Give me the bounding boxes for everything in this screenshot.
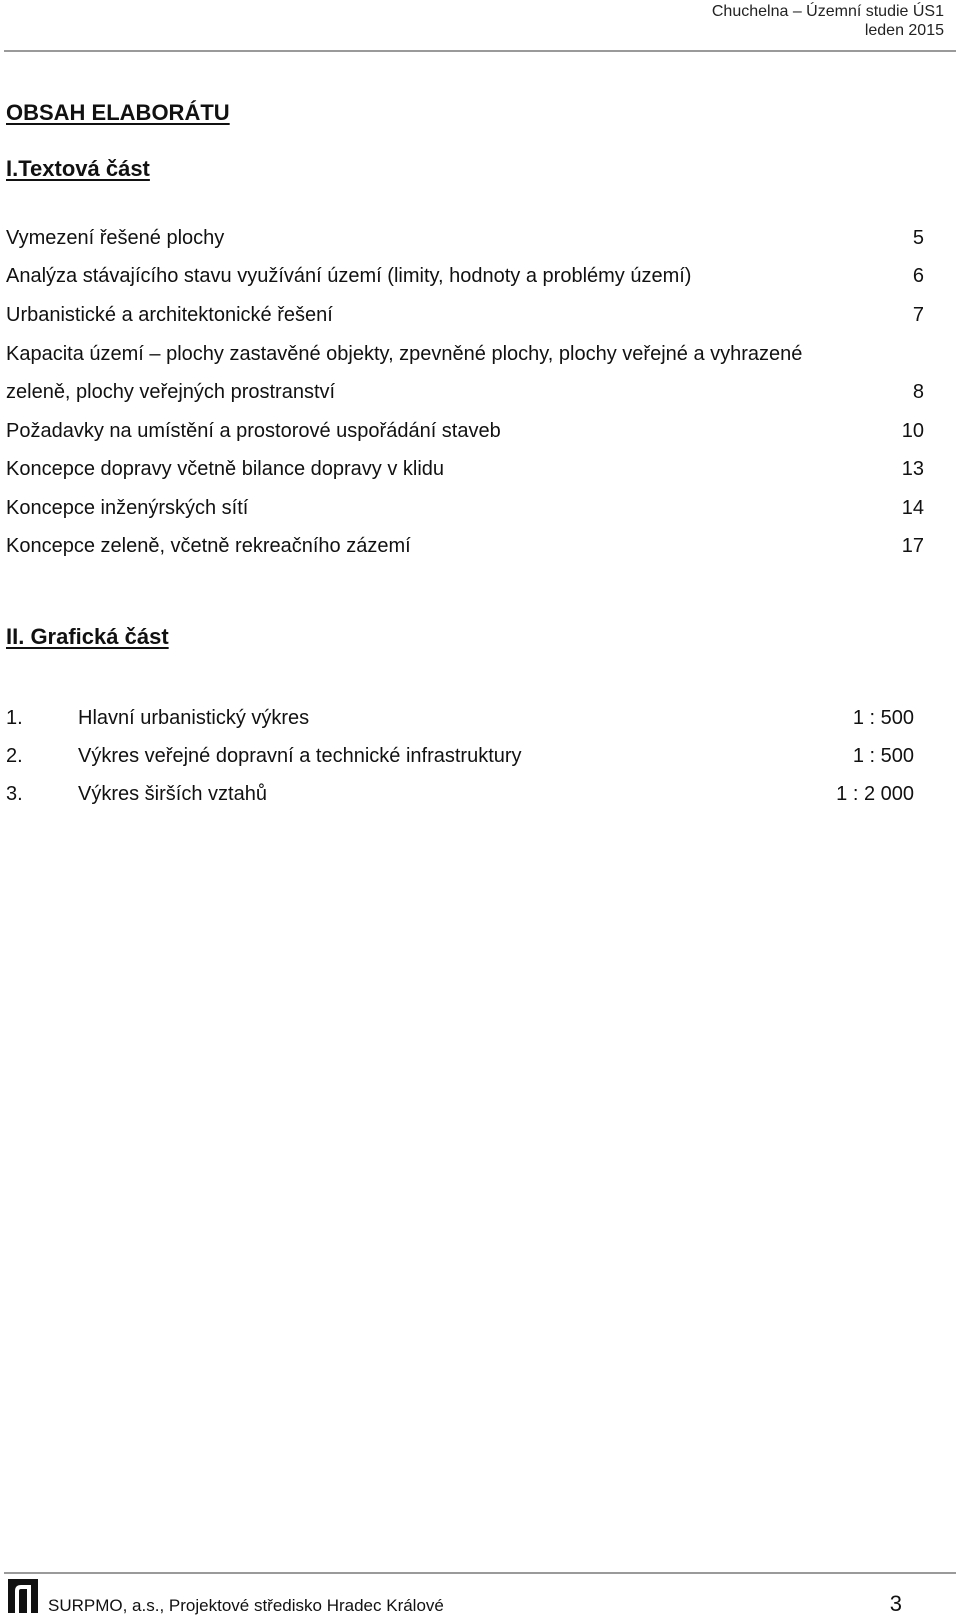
toc-item <box>6 454 924 484</box>
drawing-item <box>6 779 914 809</box>
toc-item-page: 7 <box>912 304 924 326</box>
footer-company: SURPMO, a.s., Projektové středisko Hradec Králové <box>48 1596 444 1615</box>
toc-item <box>6 261 924 291</box>
text-part-heading: I.Textová část <box>6 156 150 181</box>
company-logo-icon <box>8 1579 38 1613</box>
toc-item-title: Kapacita území – plochy zastavěné objekty, zpevněné plochy, plochy veřejné a vyhrazené <box>6 343 803 365</box>
drawing-item <box>6 741 914 771</box>
toc-item-page: 10 <box>901 420 924 442</box>
drawing-number: 1. <box>6 707 23 729</box>
drawing-scale: 1 : 500 <box>852 745 914 767</box>
toc-item-page: 13 <box>901 458 924 480</box>
drawing-number: 2. <box>6 745 23 767</box>
header-date: leden 2015 <box>864 22 944 39</box>
drawing-title: Výkres širších vztahů <box>78 783 267 805</box>
contents-heading: OBSAH ELABORÁTU <box>6 100 230 125</box>
toc-item-title: Koncepce inženýrských sítí <box>6 497 249 519</box>
graphic-part-heading: II. Grafická část <box>6 624 169 649</box>
footer-rule <box>4 1572 956 1574</box>
drawing-number: 3. <box>6 783 23 805</box>
toc-item-title: Koncepce zeleně, včetně rekreačního zázemí <box>6 535 411 557</box>
toc-item-page: 8 <box>912 381 924 403</box>
page-number: 3 <box>889 1591 902 1616</box>
toc-item-page: 5 <box>912 227 924 249</box>
toc-item-page: 14 <box>901 497 924 519</box>
header-rule <box>4 50 956 52</box>
drawing-scale: 1 : 2 000 <box>836 783 914 805</box>
toc-item-title: Koncepce dopravy včetně bilance dopravy v klidu <box>6 458 445 480</box>
toc-item-page: 17 <box>901 535 924 557</box>
drawing-title: Výkres veřejné dopravní a technické infrastruktury <box>78 745 522 767</box>
toc-item <box>6 531 924 561</box>
toc-item-title: Analýza stávajícího stavu využívání území (limity, hodnoty a problémy území) <box>6 265 692 287</box>
toc-item <box>6 493 924 523</box>
drawing-title: Hlavní urbanistický výkres <box>78 707 310 729</box>
toc-item <box>6 300 924 330</box>
toc-item <box>6 416 924 446</box>
toc-item <box>6 377 924 407</box>
toc-item-title: zeleně, plochy veřejných prostranství <box>6 381 336 403</box>
toc-item <box>6 223 924 253</box>
drawing-scale: 1 : 500 <box>852 707 914 729</box>
drawing-item <box>6 703 914 733</box>
header-title: Chuchelna – Územní studie ÚS1 <box>711 3 944 20</box>
toc-item-page: 6 <box>912 265 924 287</box>
toc-item-title: Vymezení řešené plochy <box>6 227 225 249</box>
toc-item-title: Požadavky na umístění a prostorové uspořádání staveb <box>6 420 501 442</box>
toc-item-title: Urbanistické a architektonické řešení <box>6 304 333 326</box>
